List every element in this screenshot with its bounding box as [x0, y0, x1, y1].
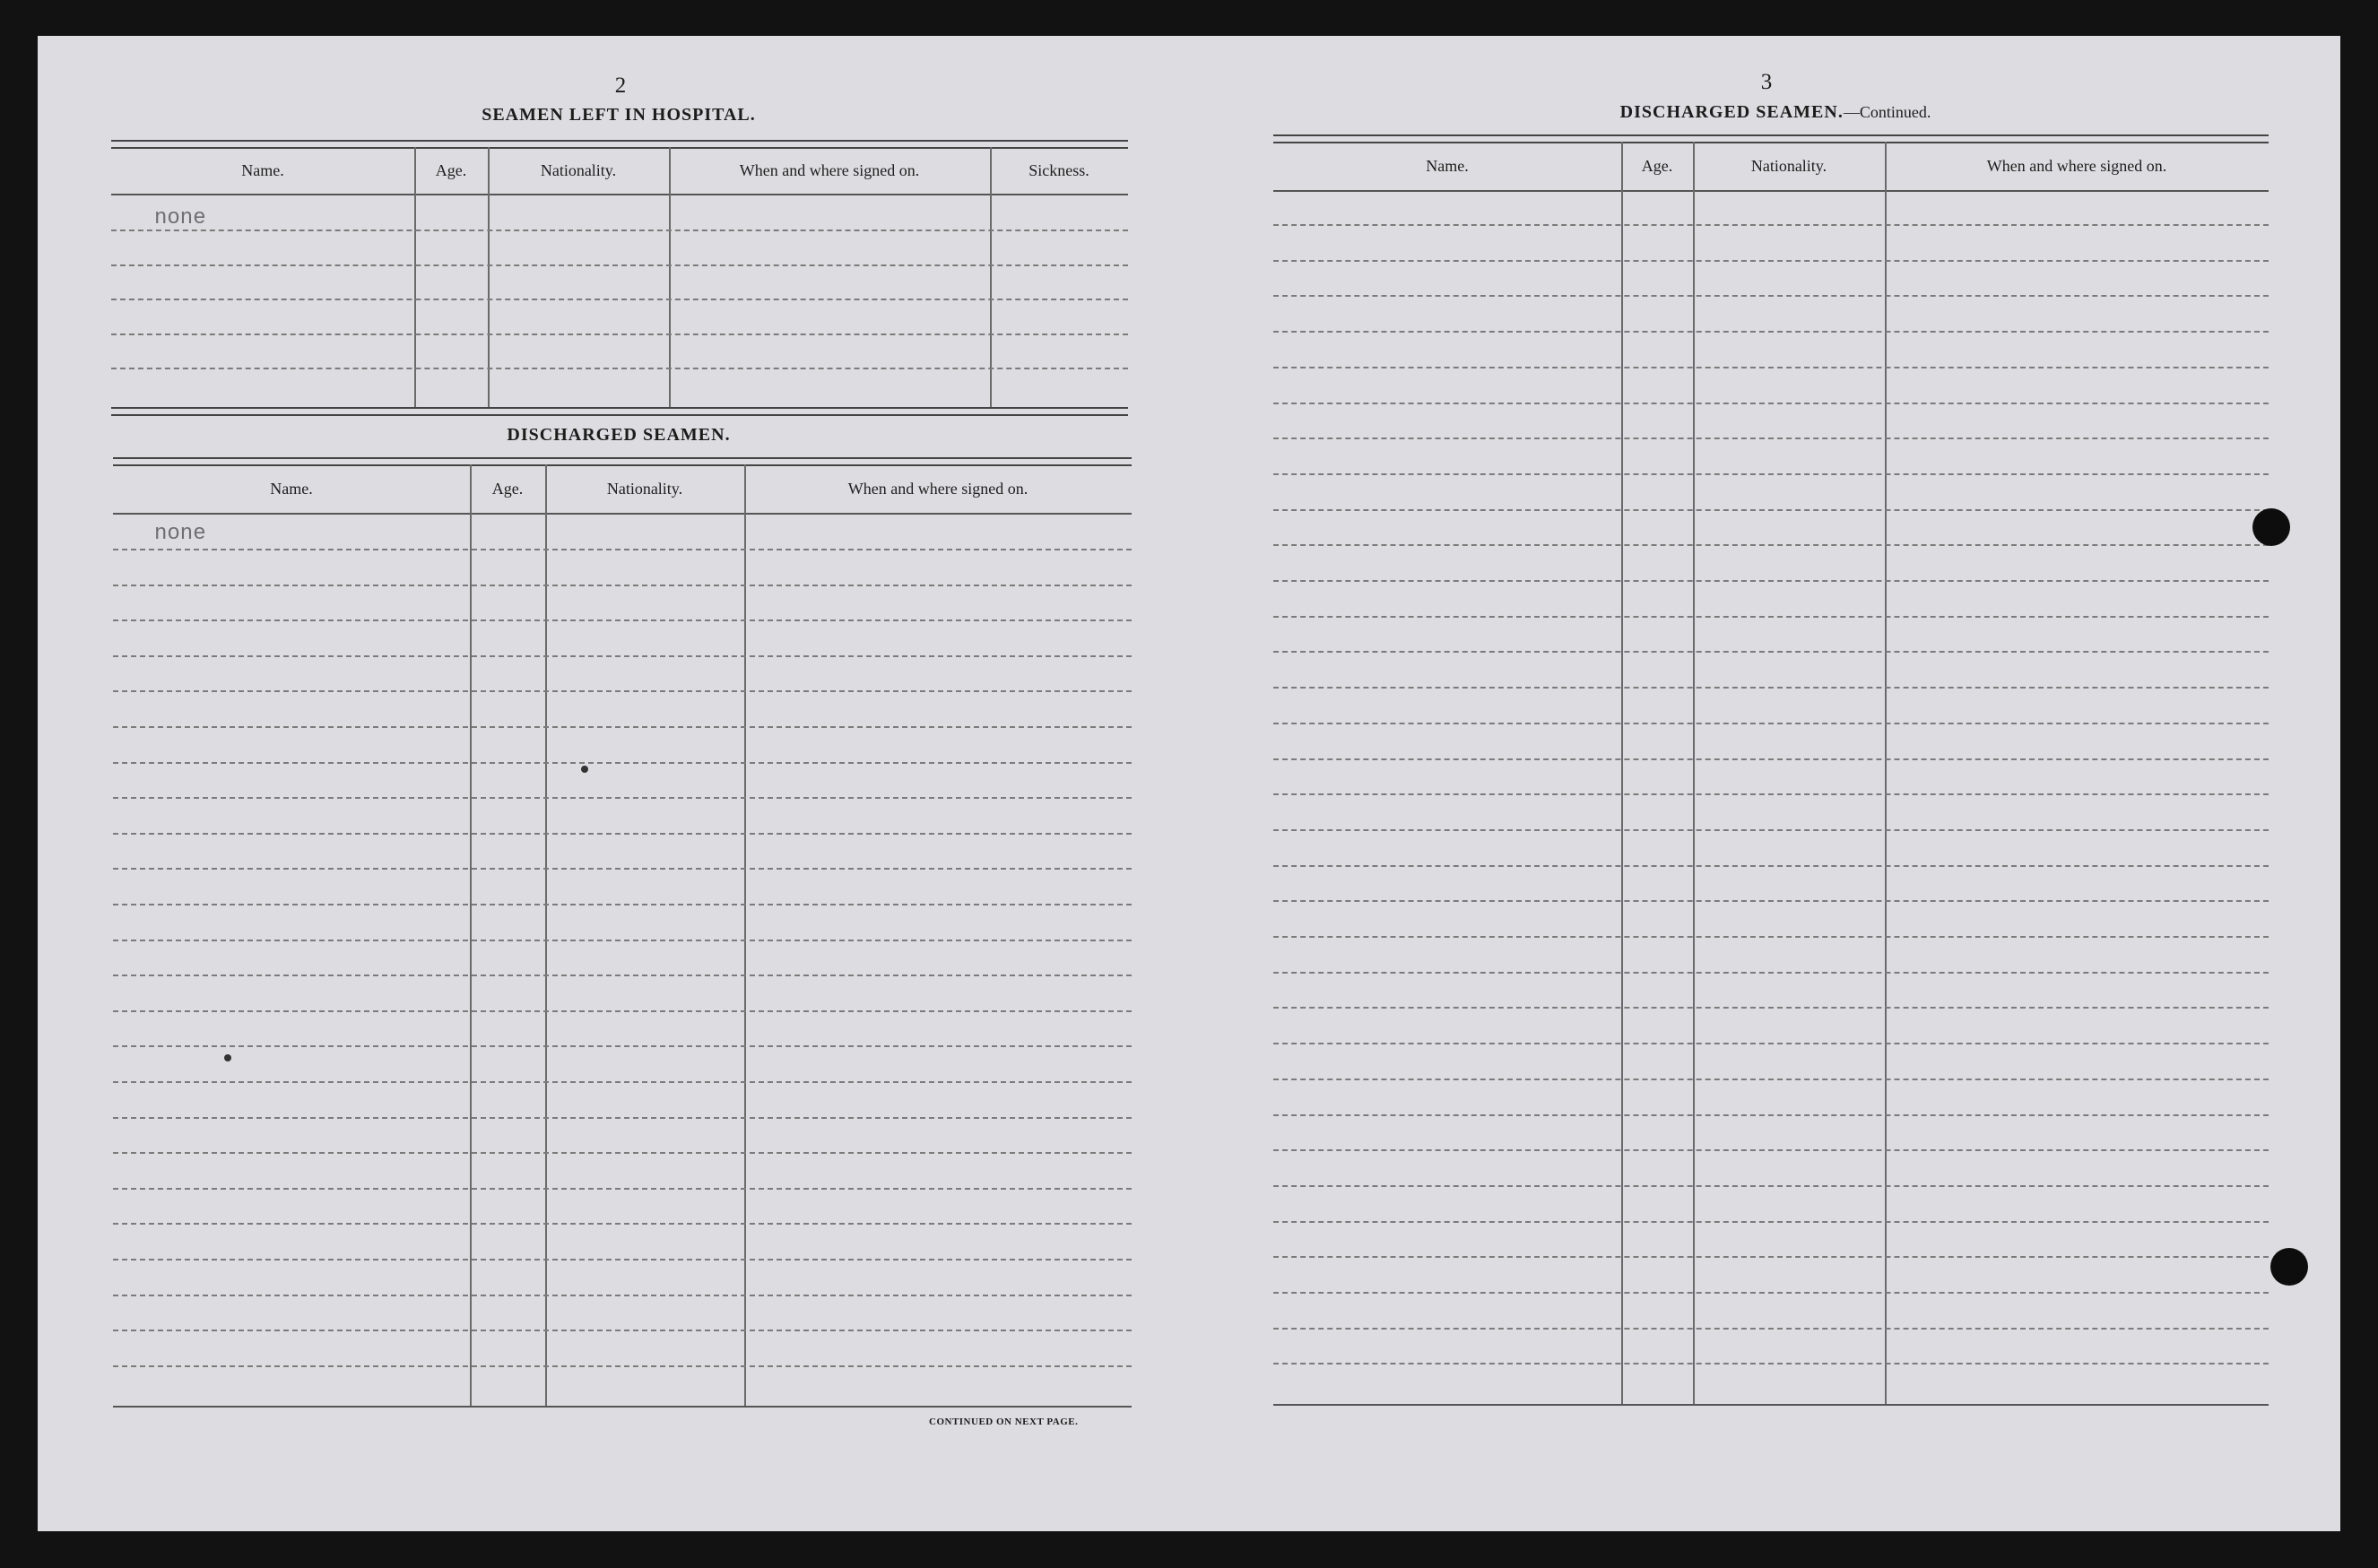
ruled-line: [1273, 367, 2269, 368]
ruled-line: [113, 1152, 1132, 1154]
ruled-line: [1273, 1328, 2269, 1330]
ruled-line: [113, 975, 1132, 976]
column-divider: [470, 464, 472, 1406]
ruled-line: [113, 797, 1132, 799]
ruled-line: [1273, 758, 2269, 760]
ruled-line: [1273, 865, 2269, 867]
ruled-line: [1273, 260, 2269, 262]
ruled-line: [113, 868, 1132, 870]
header-rule: [1273, 190, 2269, 192]
table-bottom-rule: [113, 1406, 1132, 1408]
column-divider: [545, 464, 547, 1406]
title-suffix: —Continued.: [1843, 103, 1931, 121]
header-rule: [113, 513, 1132, 515]
ruled-line: [1273, 972, 2269, 974]
ruled-line: [1273, 403, 2269, 404]
col-header-signed-on: When and where signed on.: [847, 479, 1028, 498]
ruled-line: [1273, 616, 2269, 618]
ruled-line: [1273, 829, 2269, 831]
ruled-line: [113, 1045, 1132, 1047]
col-header-nationality: Nationality.: [1750, 156, 1827, 175]
ruled-line: [1273, 651, 2269, 653]
col-header-signed-on: When and where signed on.: [1986, 156, 2167, 175]
ruled-line: [1273, 473, 2269, 475]
discharged-table: [113, 457, 1132, 1413]
ink-speck: [224, 1054, 231, 1061]
col-header-age: Age.: [435, 160, 467, 179]
ruled-line: [113, 549, 1132, 550]
discharged-title: DISCHARGED SEAMEN.: [507, 425, 731, 445]
ruled-line: [1273, 580, 2269, 582]
ruled-line: [111, 334, 1128, 335]
col-header-nationality: Nationality.: [540, 160, 617, 179]
ruled-line: [1273, 437, 2269, 439]
ruled-line: [1273, 331, 2269, 333]
ruled-line: [111, 230, 1128, 231]
col-header-age: Age.: [1641, 156, 1673, 175]
table-bottom-rule: [111, 407, 1128, 416]
ruled-line: [1273, 509, 2269, 511]
ruled-line: [1273, 793, 2269, 795]
ruled-line: [1273, 1043, 2269, 1044]
hospital-entry: none: [154, 206, 206, 230]
discharged-continued-title: [1524, 102, 2027, 123]
discharged-entry: none: [154, 522, 206, 546]
punch-hole: [2270, 1248, 2308, 1286]
col-header-name: Name.: [241, 160, 284, 179]
ruled-line: [111, 264, 1128, 266]
col-header-name: Name.: [270, 479, 313, 498]
ruled-line: [1273, 687, 2269, 689]
ruled-line: [1273, 544, 2269, 546]
ruled-line: [1273, 1149, 2269, 1151]
ruled-line: [113, 1081, 1132, 1083]
ruled-line: [113, 655, 1132, 657]
ruled-line: [1273, 723, 2269, 724]
ruled-line: [1273, 1007, 2269, 1009]
ruled-line: [113, 1223, 1132, 1225]
ruled-line: [1273, 295, 2269, 297]
title-main: DISCHARGED SEAMEN.: [1619, 102, 1844, 122]
ruled-line: [1273, 224, 2269, 226]
ruled-line: [113, 1295, 1132, 1296]
discharged-continued-table: [1273, 134, 2269, 1408]
ruled-line: [113, 1259, 1132, 1260]
page-number-right: 3: [1760, 70, 1773, 94]
header-rule: [111, 194, 1128, 195]
ruled-line: [113, 690, 1132, 692]
ruled-line: [113, 1188, 1132, 1190]
ruled-line: [113, 585, 1132, 586]
col-header-name: Name.: [1426, 156, 1469, 175]
ruled-line: [1273, 900, 2269, 902]
continued-note: CONTINUED ON NEXT PAGE.: [929, 1416, 1079, 1427]
ruled-line: [113, 1330, 1132, 1331]
ruled-line: [1273, 936, 2269, 938]
table-bottom-rule: [1273, 1404, 2269, 1406]
ruled-line: [1273, 1256, 2269, 1258]
ruled-line: [113, 940, 1132, 941]
ruled-line: [1273, 1292, 2269, 1294]
col-header-signed-on: When and where signed on.: [739, 160, 920, 179]
hospital-table: [111, 140, 1128, 416]
ruled-line: [113, 762, 1132, 764]
col-header-age: Age.: [491, 479, 524, 498]
ruled-line: [1273, 1221, 2269, 1223]
ruled-line: [1273, 1114, 2269, 1116]
hospital-title: SEAMEN LEFT IN HOSPITAL.: [482, 105, 756, 125]
ink-speck: [581, 766, 588, 773]
ruled-line: [111, 299, 1128, 300]
col-header-nationality: Nationality.: [606, 479, 683, 498]
ruled-line: [1273, 1079, 2269, 1080]
ruled-line: [113, 726, 1132, 728]
ruled-line: [113, 904, 1132, 905]
punch-hole: [2252, 508, 2290, 546]
column-divider: [744, 464, 746, 1406]
ruled-line: [113, 1010, 1132, 1012]
ruled-line: [1273, 1185, 2269, 1187]
ruled-line: [113, 619, 1132, 621]
ruled-line: [113, 1365, 1132, 1367]
page-number-left: 2: [614, 74, 627, 98]
col-header-sickness: Sickness.: [1028, 160, 1089, 179]
ruled-line: [113, 1117, 1132, 1119]
ruled-line: [111, 368, 1128, 369]
ruled-line: [113, 833, 1132, 835]
ruled-line: [1273, 1363, 2269, 1364]
